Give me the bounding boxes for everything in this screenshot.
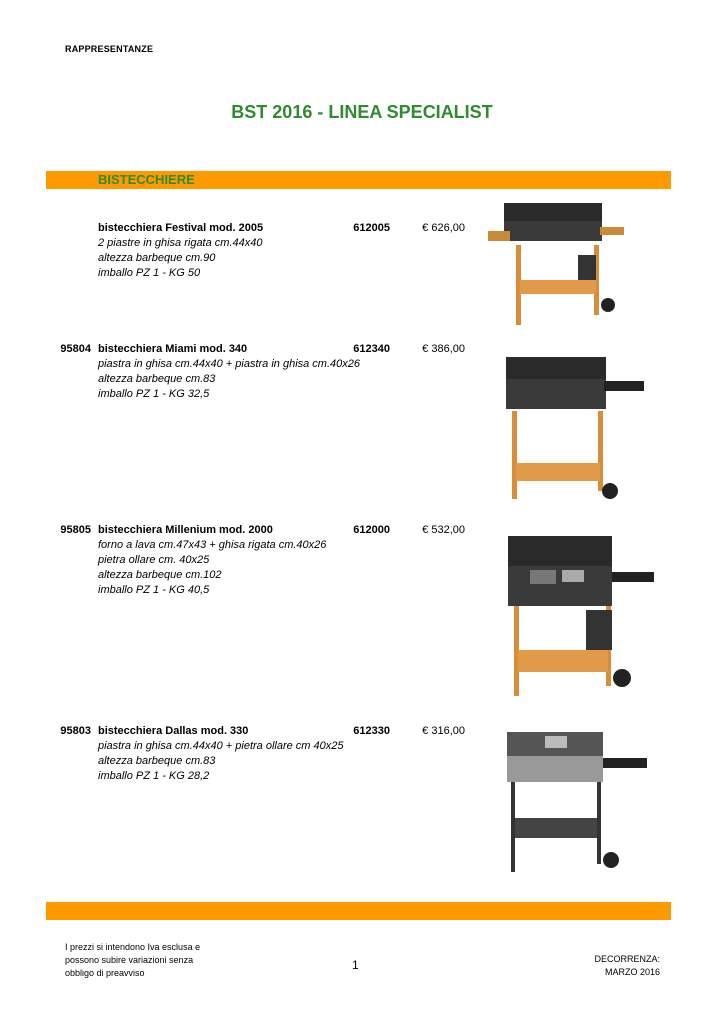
price-note-line: I prezzi si intendono Iva esclusa e: [65, 942, 201, 952]
product-article: 612000: [353, 524, 390, 536]
footer-bar: [46, 902, 671, 920]
price-note: [65, 941, 200, 980]
product-article: 612005: [353, 222, 390, 234]
page-number: 1: [352, 958, 359, 972]
product-detail: imballo PZ 1 - KG 28,2: [98, 770, 210, 782]
product-price: € 316,00: [422, 725, 465, 737]
product-detail: altezza barbeque cm.83: [98, 755, 216, 767]
price-note-line: possono subire variazioni senza: [65, 955, 194, 965]
barbecue-grill-icon: [482, 345, 657, 505]
product-article: 612340: [353, 343, 390, 355]
barbecue-grill-icon: [482, 195, 647, 330]
section-title: BISTECCHIERE: [98, 172, 195, 187]
product-details: [98, 739, 344, 784]
barbecue-grill-icon: [485, 722, 660, 877]
product-detail: altezza barbeque cm.90: [98, 252, 216, 264]
product-code: 95805: [60, 524, 91, 536]
product-code: 95804: [60, 343, 91, 355]
product-detail: pietra ollare cm. 40x25: [98, 554, 210, 566]
product-details: [98, 236, 262, 281]
price-note-line: obbligo di preavviso: [65, 968, 145, 978]
product-details: [98, 357, 360, 402]
product-detail: piastra in ghisa cm.44x40 + piastra in ghisa cm.40x26: [98, 358, 361, 370]
product-detail: forno a lava cm.47x43 + ghisa rigata cm.40x26: [98, 539, 327, 551]
product-details: [98, 538, 326, 598]
effective-label: DECORRENZA:: [594, 954, 660, 964]
product-article: 612330: [353, 725, 390, 737]
product-detail: altezza barbeque cm.83: [98, 373, 216, 385]
product-price: € 532,00: [422, 524, 465, 536]
product-code: 95803: [60, 725, 91, 737]
page-title: BST 2016 - LINEA SPECIALIST: [231, 102, 493, 122]
product-detail: imballo PZ 1 - KG 32,5: [98, 388, 210, 400]
product-price: € 626,00: [422, 222, 465, 234]
product-detail: altezza barbeque cm.102: [98, 569, 222, 581]
product-detail: piastra in ghisa cm.44x40 + pietra ollare cm 40x25: [98, 740, 344, 752]
product-name: bistecchiera Millenium mod. 2000: [98, 524, 273, 536]
product-detail: 2 piastre in ghisa rigata cm.44x40: [98, 237, 263, 249]
product-name: bistecchiera Festival mod. 2005: [98, 222, 264, 234]
header-label: RAPPRESENTANZE: [65, 44, 154, 54]
product-name: bistecchiera Miami mod. 340: [98, 343, 248, 355]
product-detail: imballo PZ 1 - KG 50: [98, 267, 201, 279]
barbecue-grill-icon: [482, 530, 662, 700]
effective-value: MARZO 2016: [604, 967, 660, 977]
product-detail: imballo PZ 1 - KG 40,5: [98, 584, 210, 596]
product-price: € 386,00: [422, 343, 465, 355]
product-name: bistecchiera Dallas mod. 330: [98, 725, 249, 737]
effective-date: [560, 953, 660, 979]
